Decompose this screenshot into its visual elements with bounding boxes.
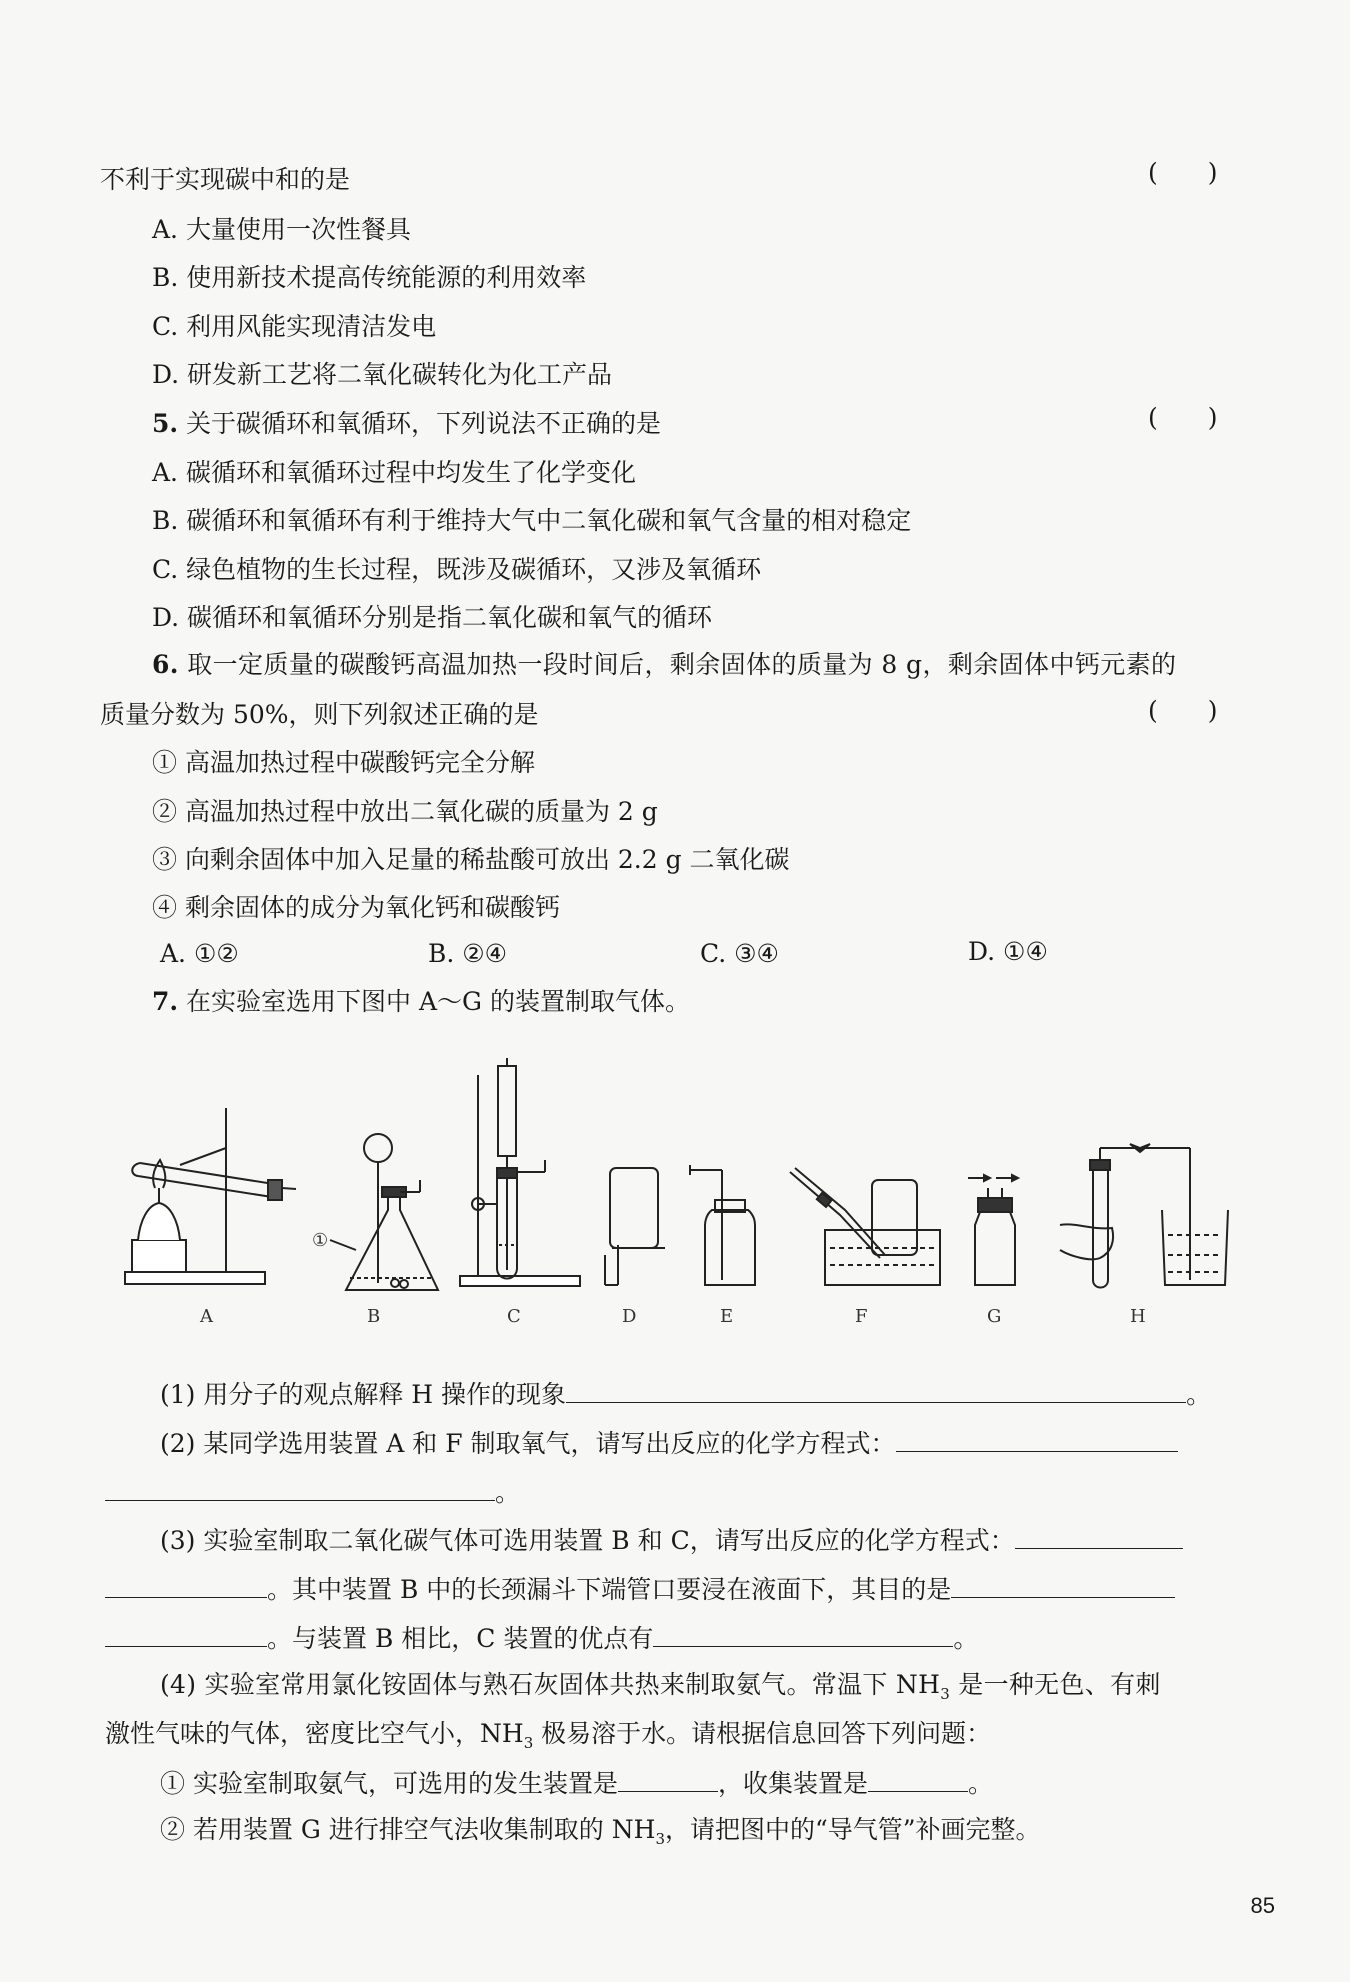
q7-part4-text-2: 是一种无色、有刺 bbox=[950, 1670, 1161, 1699]
q6-statement-4: ④ 剩余固体的成分为氧化钙和碳酸钙 bbox=[152, 893, 560, 922]
q7-part3-blank-4[interactable] bbox=[105, 1620, 267, 1647]
q7-part1-blank[interactable] bbox=[566, 1376, 1186, 1403]
q7-part1 bbox=[160, 1376, 1211, 1412]
q7-part1-end: 。 bbox=[1186, 1380, 1212, 1409]
q7-part3-end: 。 bbox=[953, 1624, 979, 1653]
nh3-subscript-3: 3 bbox=[655, 1830, 665, 1848]
q5-answer-paren: ( ) bbox=[1148, 403, 1218, 432]
figure-label-a: A bbox=[200, 1306, 213, 1327]
q7-part3-line2 bbox=[105, 1571, 1175, 1607]
q7-part2 bbox=[160, 1425, 1178, 1461]
nh3-subscript-1: 3 bbox=[940, 1685, 951, 1703]
q5-stem-text: 关于碳循环和氧循环，下列说法不正确的是 bbox=[178, 409, 662, 438]
q7-part3-blank-5[interactable] bbox=[653, 1620, 953, 1647]
q7-part2-blank-2[interactable] bbox=[105, 1474, 495, 1501]
apparatus-g bbox=[968, 1175, 1018, 1285]
apparatus-f bbox=[790, 1168, 940, 1285]
q6-statement-3: ③ 向剩余固体中加入足量的稀盐酸可放出 2.2 g 二氧化碳 bbox=[152, 845, 790, 874]
q7-sub1-end: 。 bbox=[967, 1769, 993, 1798]
q7-part2-cont bbox=[105, 1474, 520, 1510]
page-number: 85 bbox=[1250, 1893, 1275, 1918]
q7-part2-blank-1[interactable] bbox=[896, 1425, 1178, 1452]
q6-stem-line2: 质量分数为 50%，则下列叙述正确的是 bbox=[100, 700, 539, 729]
q7-part4-text-3: 激性气味的气体，密度比空气小，NH bbox=[105, 1719, 524, 1748]
q6-stem-line1 bbox=[152, 648, 1176, 682]
q6-stem-text: 取一定质量的碳酸钙高温加热一段时间后，剩余固体的质量为 8 g，剩余固体中钙元素的 bbox=[178, 650, 1177, 679]
apparatus-c bbox=[460, 1058, 580, 1286]
q7-part4-line1 bbox=[160, 1668, 1161, 1711]
apparatus-h bbox=[1060, 1144, 1228, 1288]
q7-part3-blank-3[interactable] bbox=[951, 1571, 1175, 1598]
apparatus-e bbox=[690, 1165, 755, 1285]
q7-part2-text: (2) 某同学选用装置 A 和 F 制取氧气，请写出反应的化学方程式： bbox=[160, 1429, 896, 1458]
q7-part3-line3 bbox=[105, 1620, 978, 1656]
q4-answer-paren: ( ) bbox=[1148, 158, 1218, 187]
q4-option-a: A. 大量使用一次性餐具 bbox=[152, 215, 411, 244]
q7-part3-text: (3) 实验室制取二氧化碳气体可选用装置 B 和 C，请写出反应的化学方程式： bbox=[160, 1526, 1015, 1555]
q7-part3 bbox=[160, 1522, 1183, 1558]
figure-label-b: B bbox=[367, 1306, 381, 1327]
q4-option-c: C. 利用风能实现清洁发电 bbox=[152, 312, 437, 341]
q7-part3-purpose-text: 。其中装置 B 中的长颈漏斗下端管口要浸在液面下，其目的是 bbox=[267, 1575, 952, 1604]
q7-part4-text-1: (4) 实验室常用氯化铵固体与熟石灰固体共热来制取氨气。常温下 NH bbox=[160, 1670, 941, 1699]
q6-answer-paren: ( ) bbox=[1148, 696, 1218, 725]
apparatus-d bbox=[605, 1168, 665, 1285]
q6-choice-d: D. ①④ bbox=[968, 937, 1048, 966]
q6-choice-a: A. ①② bbox=[160, 939, 239, 968]
q6-statement-1: ① 高温加热过程中碳酸钙完全分解 bbox=[152, 748, 535, 777]
q5-option-c: C. 绿色植物的生长过程，既涉及碳循环，又涉及氧循环 bbox=[152, 555, 762, 584]
q5-option-d: D. 碳循环和氧循环分别是指二氧化碳和氧气的循环 bbox=[152, 603, 713, 632]
figure-label-h: H bbox=[1130, 1306, 1146, 1327]
q6-choice-b: B. ②④ bbox=[428, 939, 508, 968]
q7-sub1-text-2: ，收集装置是 bbox=[717, 1769, 868, 1798]
q7-part3-advantage-text: 。与装置 B 相比，C 装置的优点有 bbox=[267, 1624, 654, 1653]
q6-choice-c: C. ③④ bbox=[700, 939, 779, 968]
figure-label-g: G bbox=[987, 1306, 1002, 1327]
apparatus-a bbox=[125, 1108, 296, 1284]
q4-stem: 不利于实现碳中和的是 bbox=[100, 165, 351, 194]
q7-sub1-text: ① 实验室制取氨气，可选用的发生装置是 bbox=[160, 1769, 618, 1798]
q7-sub1-blank-1[interactable] bbox=[618, 1765, 718, 1792]
q5-stem bbox=[152, 407, 661, 441]
figure-label-e: E bbox=[720, 1306, 734, 1327]
q4-option-b: B. 使用新技术提高传统能源的利用效率 bbox=[152, 263, 587, 292]
q7-stem-text: 在实验室选用下图中 A～G 的装置制取气体。 bbox=[178, 987, 690, 1016]
q7-sub1-blank-2[interactable] bbox=[868, 1765, 968, 1792]
q5-option-a: A. 碳循环和氧循环过程中均发生了化学变化 bbox=[152, 458, 636, 487]
q7-part1-text: (1) 用分子的观点解释 H 操作的现象 bbox=[160, 1380, 567, 1409]
q7-part3-blank-1[interactable] bbox=[1015, 1522, 1183, 1549]
q6-number: 6. bbox=[152, 650, 179, 679]
q7-part4-sub2 bbox=[160, 1813, 1041, 1856]
figure-label-d: D bbox=[622, 1306, 637, 1327]
apparatus-b bbox=[330, 1134, 438, 1290]
q7-part4-line2 bbox=[105, 1717, 991, 1760]
q7-part3-blank-2[interactable] bbox=[105, 1571, 267, 1598]
q6-statement-2: ② 高温加热过程中放出二氧化碳的质量为 2 g bbox=[152, 797, 658, 826]
q5-number: 5. bbox=[152, 409, 179, 438]
q7-part4-text-4: 极易溶于水。请根据信息回答下列问题： bbox=[533, 1719, 992, 1748]
nh3-subscript-2: 3 bbox=[523, 1734, 534, 1752]
q7-sub2-text-2: ，请把图中的“导气管”补画完整。 bbox=[664, 1815, 1041, 1844]
q5-option-b: B. 碳循环和氧循环有利于维持大气中二氧化碳和氧气含量的相对稳定 bbox=[152, 506, 912, 535]
q7-number: 7. bbox=[152, 987, 179, 1016]
figure-label-c: C bbox=[507, 1306, 521, 1327]
figure-label-f: F bbox=[855, 1306, 868, 1327]
q7-sub2-text-1: ② 若用装置 G 进行排空气法收集制取的 NH bbox=[160, 1815, 656, 1844]
figure-marker-1: ① bbox=[312, 1230, 329, 1251]
q7-stem bbox=[152, 985, 690, 1019]
q4-option-d: D. 研发新工艺将二氧化碳转化为化工产品 bbox=[152, 360, 613, 389]
q7-part4-sub1 bbox=[160, 1765, 993, 1801]
q7-part2-end: 。 bbox=[495, 1478, 521, 1507]
